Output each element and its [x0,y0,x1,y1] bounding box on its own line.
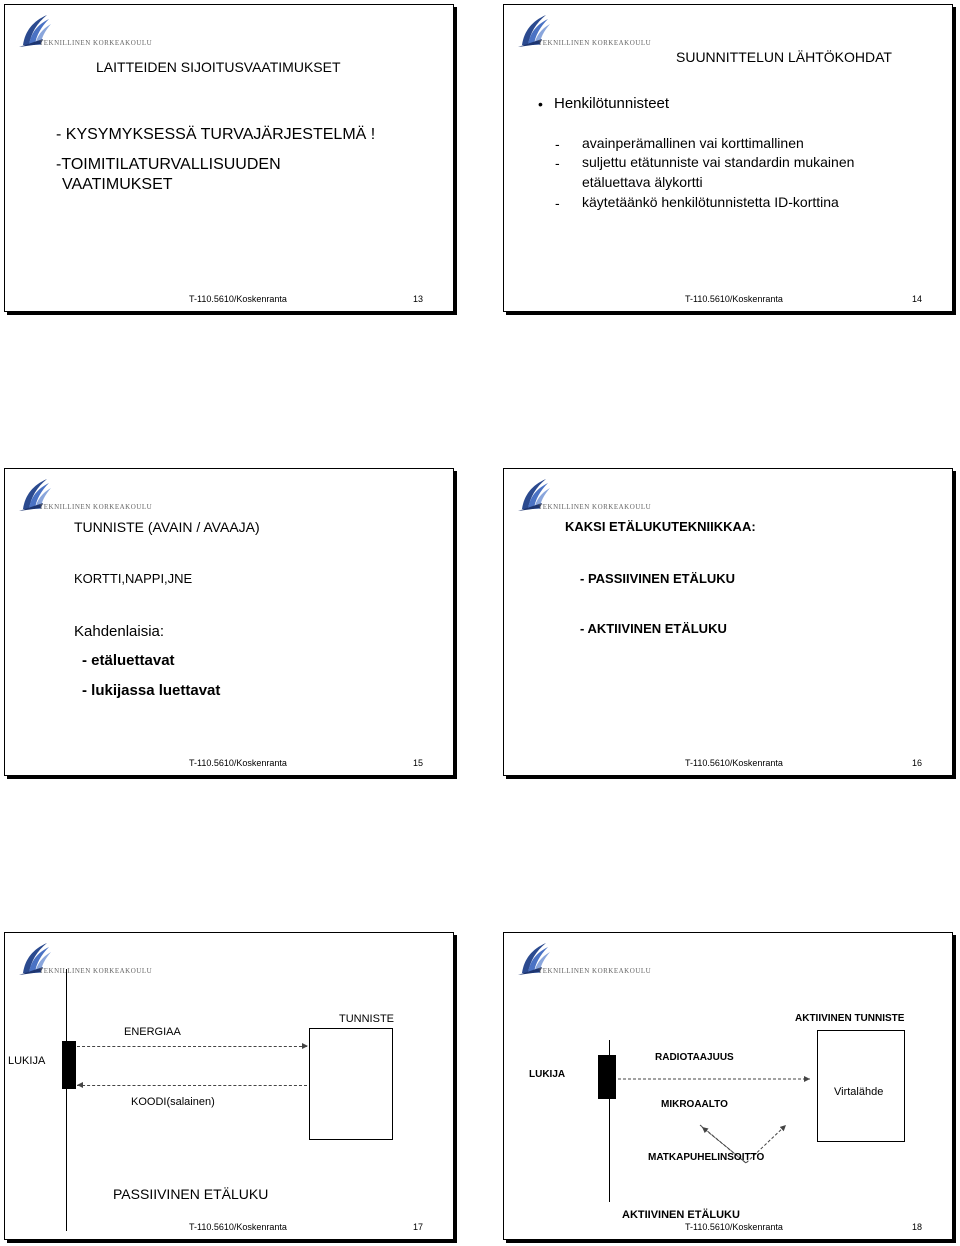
slide-title: TUNNISTE (AVAIN / AVAAJA) [74,519,260,535]
footer-course: T-110.5610/Koskenranta [189,758,287,768]
footer-course: T-110.5610/Koskenranta [685,1222,783,1232]
dash-marker: - [555,195,560,211]
footer-course: T-110.5610/Koskenranta [685,758,783,768]
slide-16 [503,468,953,776]
wall-line [66,969,67,1231]
footer-course: T-110.5610/Koskenranta [685,294,783,304]
list-item: avainperämallinen vai korttimallinen [582,135,804,151]
slide-number: 17 [412,1222,423,1232]
list-item: etäluettava älykortti [582,174,703,190]
slide-title: SUUNNITTELUN LÄHTÖKOHDAT [676,49,892,65]
signal-arrows [504,933,954,1241]
mobile-label: MATKAPUHELINSOITTO [648,1152,765,1163]
logo-text: TEKNILLINEN KORKEAKOULU [538,39,652,47]
slide-13 [4,4,454,312]
body-line: - KYSYMYKSESSÄ TURVAJÄRJESTELMÄ ! [56,126,376,143]
logo-text: TEKNILLINEN KORKEAKOULU [538,503,652,511]
reader-label: LUKIJA [8,1055,46,1067]
bullet-marker: • [538,96,543,112]
logo-text: TEKNILLINEN KORKEAKOULU [39,39,153,47]
diagram-caption: AKTIIVINEN ETÄLUKU [622,1209,740,1221]
dash-marker: - [555,155,560,171]
slide-14 [503,4,953,312]
body-line: VAATIMUKSET [62,176,173,193]
energy-label: ENERGIAA [124,1026,181,1038]
slide-number: 18 [911,1222,922,1232]
radio-label: RADIOTAAJUUS [655,1052,734,1063]
body-line: - lukijassa luettavat [82,682,221,699]
slide-15 [4,468,454,776]
energy-arrow [77,1046,307,1047]
power-label: Virtalähde [834,1086,884,1098]
list-item: käytetäänkö henkilötunnistetta ID-korttina [582,194,839,210]
slide-title: KAKSI ETÄLUKUTEKNIIKKAA: [565,519,756,534]
reader-label: LUKIJA [529,1069,566,1080]
body-line: - PASSIIVINEN ETÄLUKU [580,571,736,586]
slide-17 [4,932,454,1240]
body-line: - AKTIIVINEN ETÄLUKU [580,621,727,636]
slide-title: LAITTEIDEN SIJOITUSVAATIMUKSET [96,59,341,75]
bullet-text: Henkilötunnisteet [554,95,670,112]
slide-number: 16 [911,758,922,768]
logo-text: TEKNILLINEN KORKEAKOULU [39,503,153,511]
tag-label: TUNNISTE [339,1013,394,1025]
reader-block [62,1041,76,1089]
slide-number: 14 [911,294,922,304]
code-label: KOODI(salainen) [131,1096,215,1108]
body-line: KORTTI,NAPPI,JNE [74,571,193,586]
body-line: Kahdenlaisia: [74,623,165,640]
footer-course: T-110.5610/Koskenranta [189,1222,287,1232]
slide-18 [503,932,953,1240]
code-arrow [77,1085,307,1086]
logo-text: TEKNILLINEN KORKEAKOULU [538,967,652,975]
energy-arrowhead [302,1043,308,1049]
body-line: -TOIMITILATURVALLISUUDEN [56,156,281,173]
slide-number: 13 [412,294,423,304]
dash-marker: - [555,136,560,152]
code-arrowhead [77,1082,83,1088]
logo-text: TEKNILLINEN KORKEAKOULU [39,967,153,975]
active-tag-label: AKTIIVINEN TUNNISTE [795,1013,905,1024]
micro-label: MIKROAALTO [661,1099,728,1110]
diagram-caption: PASSIIVINEN ETÄLUKU [113,1186,269,1202]
list-item: suljettu etätunniste vai standardin mukainen [582,154,855,170]
footer-course: T-110.5610/Koskenranta [189,294,287,304]
body-line: - etäluettavat [82,652,175,669]
tag-box [309,1028,393,1140]
slide-number: 15 [412,758,423,768]
